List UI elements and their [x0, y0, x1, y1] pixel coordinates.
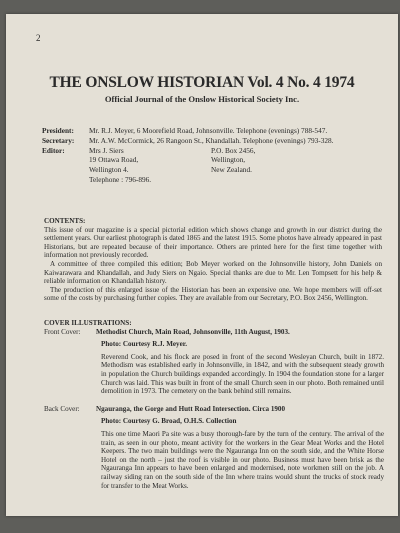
contents-paragraph: The production of this enlarged issue of the Historian has been an expensive one. We hope members will off-set some of the costs by purchasing further copies. They are available from our Secretary, P.O. Box 2456, Wellington.	[44, 285, 382, 303]
page-number: 2	[36, 33, 41, 43]
president-row	[42, 126, 334, 136]
editor-row-3	[42, 165, 334, 175]
president-label: President:	[42, 126, 74, 135]
editor-line: 19 Ottawa Road,	[89, 155, 139, 165]
contents-paragraph: This issue of our magazine is a special pictorial edition which shows change and growth in our district during the settlement years. Our earliest photograph is dated 1865 and the latest 1915. Some photos have already appeared in past Historians, but are repeated because of their importance. Others are printed here for the first time together with information not previously recorded.	[44, 225, 382, 260]
journal-subtitle: Official Journal of the Onslow Historical Society Inc.	[104, 94, 300, 104]
staff-block	[42, 126, 334, 185]
front-cover-label: Front Cover:	[44, 327, 81, 336]
secretary-row	[42, 136, 334, 146]
back-cover-entry	[44, 405, 384, 490]
cover-illustrations-section	[44, 319, 384, 490]
journal-title: THE ONSLOW HISTORIAN Vol. 4 No. 4 1974	[49, 74, 355, 91]
back-cover-description: This one time Maori Pa site was a busy thorough-fare by the turn of the century. The arrival of the train, as seen in our photo, meant activity for the workers in the Gear Meat Works and the Hotel Keepers. The two main buildings were the Ngauranga Inn on the south side, and the White Horse Hotel on the north – just the roof is visible in our photo. Business must have been brisk as the Ngauranga Inn appears to have been enlarged and modernised, note workmen still on the job. A railway siding ran on the south side of the Inn where trains would shunt the trucks of stock ready for transfer to the Meat Works.	[101, 429, 384, 490]
box-line: P.O. Box 2456,	[211, 145, 256, 155]
editor-line: Wellington 4.	[89, 165, 129, 175]
editor-label: Editor:	[42, 145, 65, 155]
box-line: New Zealand.	[211, 165, 252, 175]
editor-line: Mrs J. Siers	[89, 145, 124, 155]
president-text: Mr. R.J. Meyer, 6 Moorefield Road, Johnsonville. Telephone (evenings) 788-547.	[89, 126, 328, 135]
contents-heading: CONTENTS:	[44, 217, 86, 225]
front-cover-title: Methodist Church, Main Road, Johnsonville, 11th August, 1903.	[96, 327, 290, 336]
editor-row-4	[42, 175, 334, 185]
front-cover-entry	[44, 328, 384, 396]
journal-page	[6, 14, 398, 516]
box-line: Wellington,	[211, 155, 246, 165]
editor-line: Telephone : 796-896.	[89, 174, 152, 184]
back-cover-photo-credit: Photo: Courtesy G. Broad, O.H.S. Collection	[101, 417, 237, 426]
back-cover-title: Ngauranga, the Gorge and Hutt Road Intersection. Circa 1900	[96, 404, 286, 413]
secretary-label: Secretary:	[42, 135, 75, 145]
editor-row-2	[42, 155, 334, 165]
contents-paragraph: A committee of three compiled this edition; Bob Meyer worked on the Johnsonville history, John Daniels on Kaiwarawara and Khandallah, and Judy Siers on Ngaio. Special thanks are due to Mr. Len Tompsett for his help & reliable information on Khandallah history.	[44, 259, 382, 286]
illustrations-heading: COVER ILLUSTRATIONS:	[44, 319, 132, 327]
front-cover-photo-credit: Photo: Courtesy R.J. Meyer.	[101, 340, 188, 349]
front-cover-description: Reverend Cook, and his flock are posed in front of the second Wesleyan Church, built in 1872. Methodism was established early in Johnsonville, in 1842, and with the subsequent steady growth in population the Church buildings expanded accordingly. In 1904 the foundation stone for a larger Church was laid. This was built in front of the small Church seen in our photo. Both remained until demolition in 1973. The cemetery on the bank behind still remains.	[101, 352, 384, 396]
editor-row-1	[42, 146, 334, 156]
secretary-text: Mr. A.W. McCormick, 26 Rangoon St., Khandallah. Telephone (evenings) 793-328.	[89, 135, 334, 145]
back-cover-label: Back Cover:	[44, 404, 80, 413]
contents-section	[44, 217, 382, 303]
